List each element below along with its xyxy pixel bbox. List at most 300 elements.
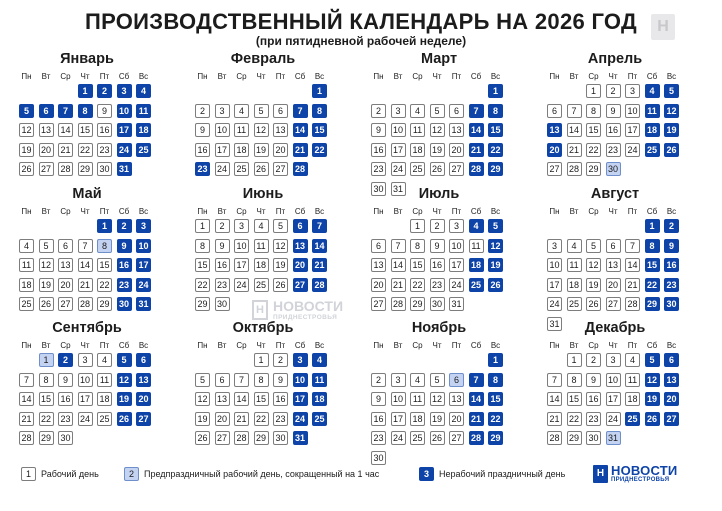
working-day-cell: 20	[371, 278, 386, 292]
working-day-cell: 15	[97, 258, 112, 272]
holiday-day-cell: 28	[312, 278, 327, 292]
working-day-cell: 3	[215, 104, 230, 118]
weekday-label: Чт	[432, 341, 442, 350]
holiday-day-cell: 19	[488, 258, 503, 272]
working-day-cell: 5	[430, 373, 445, 387]
holiday-day-cell: 7	[469, 373, 484, 387]
working-day-cell: 12	[430, 123, 445, 137]
month-name: Декабрь	[584, 320, 646, 336]
weekday-label: Сб	[646, 72, 658, 81]
weekday-label: Пт	[451, 207, 462, 216]
working-day-cell: 2	[371, 373, 386, 387]
holiday-day-cell: 2	[117, 219, 132, 233]
holiday-day-cell: 3	[293, 353, 308, 367]
working-day-cell: 13	[606, 258, 621, 272]
working-day-cell: 6	[58, 239, 73, 253]
weekday-label: Пн	[197, 341, 208, 350]
holiday-day-cell: 15	[645, 258, 660, 272]
working-day-cell: 17	[625, 123, 640, 137]
holiday-day-cell: 9	[117, 239, 132, 253]
weekday-label: Пт	[451, 72, 462, 81]
working-day-cell: 9	[371, 392, 386, 406]
working-day-cell: 5	[254, 104, 269, 118]
corner-logo-icon: Н	[651, 14, 675, 40]
working-day-cell: 17	[449, 258, 464, 272]
holiday-day-cell: 6	[136, 353, 151, 367]
holiday-day-cell: 1	[488, 353, 503, 367]
holiday-day-cell: 14	[312, 239, 327, 253]
weekday-label: Пт	[275, 341, 286, 350]
holiday-day-cell: 29	[645, 297, 660, 311]
working-day-cell: 5	[195, 373, 210, 387]
holiday-day-cell: 10	[293, 373, 308, 387]
working-day-cell: 20	[58, 278, 73, 292]
working-day-cell: 6	[273, 104, 288, 118]
weekday-label: Пн	[549, 341, 560, 350]
month-name: Апрель	[587, 51, 643, 67]
working-day-cell: 7	[625, 239, 640, 253]
weekday-label: Чт	[80, 341, 90, 350]
working-day-cell: 4	[234, 104, 249, 118]
weekday-label: Вс	[490, 72, 501, 81]
holiday-day-cell: 20	[664, 392, 679, 406]
working-day-cell: 9	[430, 239, 445, 253]
holiday-day-cell: 9	[664, 239, 679, 253]
weekday-label: Пн	[21, 72, 32, 81]
holiday-day-cell: 4	[312, 353, 327, 367]
watermark-line2: ПРИДНЕСТРОВЬЯ	[273, 314, 338, 321]
working-day-cell: 22	[39, 412, 54, 426]
weekday-label: Вт	[569, 207, 579, 216]
working-day-cell: 27	[547, 162, 562, 176]
holiday-day-cell: 22	[488, 143, 503, 157]
working-day-cell: 31	[547, 317, 562, 331]
weekday-label: Ср	[588, 341, 599, 350]
working-day-cell: 21	[234, 412, 249, 426]
holiday-day-cell: 1	[488, 84, 503, 98]
weekday-label: Сб	[470, 207, 482, 216]
holiday-day-cell: 29	[488, 431, 503, 445]
working-day-cell: 10	[78, 373, 93, 387]
weekday-label: Пт	[99, 341, 110, 350]
holiday-day-cell: 1	[645, 219, 660, 233]
working-day-cell: 8	[586, 104, 601, 118]
working-day-cell: 20	[449, 412, 464, 426]
working-day-cell: 20	[215, 412, 230, 426]
month-block	[547, 51, 683, 191]
working-day-cell: 14	[547, 392, 562, 406]
holiday-day-cell: 10	[136, 239, 151, 253]
holiday-day-cell: 24	[117, 143, 132, 157]
working-day-cell: 3	[606, 353, 621, 367]
working-day-cell: 18	[567, 278, 582, 292]
working-day-cell: 2	[606, 84, 621, 98]
working-day-cell: 25	[97, 412, 112, 426]
working-day-cell: 10	[234, 239, 249, 253]
working-day-cell: 27	[215, 431, 230, 445]
weekday-label: Ср	[60, 207, 71, 216]
working-day-cell: 12	[195, 392, 210, 406]
watermark-mark-icon: Н	[252, 300, 268, 320]
working-day-cell: 17	[391, 412, 406, 426]
working-day-cell: 27	[606, 297, 621, 311]
working-day-cell: 26	[273, 278, 288, 292]
weekday-label: Вт	[41, 207, 51, 216]
holiday-day-cell: 7	[58, 104, 73, 118]
working-day-cell: 27	[273, 162, 288, 176]
holiday-day-cell: 7	[312, 219, 327, 233]
working-day-cell: 3	[391, 104, 406, 118]
working-day-cell: 2	[586, 353, 601, 367]
working-day-cell: 1	[410, 219, 425, 233]
holiday-day-cell: 30	[664, 297, 679, 311]
holiday-day-cell: 28	[469, 162, 484, 176]
working-day-cell: 21	[625, 278, 640, 292]
holiday-day-cell: 13	[136, 373, 151, 387]
working-day-cell: 26	[430, 162, 445, 176]
working-day-cell: 30	[371, 451, 386, 465]
weekday-label: Вс	[666, 72, 677, 81]
holiday-day-cell: 2	[97, 84, 112, 98]
working-day-cell: 20	[273, 143, 288, 157]
working-day-cell: 15	[195, 258, 210, 272]
weekday-label: Вс	[314, 341, 325, 350]
working-day-cell: 31	[449, 297, 464, 311]
month-name: Июль	[418, 186, 460, 202]
weekday-label: Ср	[588, 207, 599, 216]
working-day-cell: 12	[39, 258, 54, 272]
working-day-cell: 22	[97, 278, 112, 292]
weekday-label: Пт	[627, 207, 638, 216]
working-day-cell: 7	[234, 373, 249, 387]
watermark-logo	[252, 298, 370, 324]
month-name: Сентябрь	[52, 320, 122, 336]
weekday-label: Чт	[432, 207, 442, 216]
weekday-label: Сб	[294, 341, 306, 350]
weekday-label: Чт	[432, 72, 442, 81]
month-name: Январь	[60, 51, 114, 67]
weekday-label: Вс	[666, 341, 677, 350]
working-day-cell: 27	[449, 431, 464, 445]
working-day-cell: 28	[391, 297, 406, 311]
working-day-cell: 25	[234, 162, 249, 176]
working-day-cell: 13	[215, 392, 230, 406]
holiday-day-cell: 23	[195, 162, 210, 176]
weekday-label: Вс	[490, 207, 501, 216]
holiday-day-cell: 25	[625, 412, 640, 426]
working-day-cell: 24	[547, 297, 562, 311]
working-day-cell: 30	[273, 431, 288, 445]
holiday-day-cell: 14	[293, 123, 308, 137]
working-day-cell: 17	[215, 143, 230, 157]
holiday-day-cell: 5	[488, 219, 503, 233]
working-day-cell: 1	[586, 84, 601, 98]
working-day-cell: 28	[234, 431, 249, 445]
working-day-cell: 23	[586, 412, 601, 426]
working-day-cell: 8	[567, 373, 582, 387]
working-day-cell: 3	[449, 219, 464, 233]
working-day-cell: 14	[567, 123, 582, 137]
weekday-label: Вт	[393, 72, 403, 81]
working-day-cell: 26	[586, 297, 601, 311]
weekday-label: Пн	[549, 207, 560, 216]
working-day-cell: 18	[234, 143, 249, 157]
weekday-label: Вс	[666, 207, 677, 216]
holiday-day-cell: 17	[136, 258, 151, 272]
working-day-cell: 12	[19, 123, 34, 137]
weekday-label: Сб	[118, 72, 130, 81]
weekday-label: Пт	[275, 72, 286, 81]
working-day-cell: 3	[391, 373, 406, 387]
working-day-cell: 22	[195, 278, 210, 292]
working-day-cell: 11	[625, 373, 640, 387]
month-name: Февраль	[230, 51, 296, 67]
working-day-cell: 11	[234, 123, 249, 137]
working-day-cell: 22	[78, 143, 93, 157]
working-day-cell: 21	[78, 278, 93, 292]
legend-holiday-label: Нерабочий праздничный день	[439, 469, 566, 479]
holiday-day-cell: 2	[58, 353, 73, 367]
working-day-cell: 24	[234, 278, 249, 292]
working-day-cell: 30	[58, 431, 73, 445]
working-day-cell: 23	[273, 412, 288, 426]
working-day-cell: 16	[97, 123, 112, 137]
holiday-day-cell: 15	[488, 123, 503, 137]
working-day-cell: 14	[625, 258, 640, 272]
weekday-label: Пн	[21, 207, 32, 216]
month-name: Октябрь	[232, 320, 294, 336]
working-day-cell: 11	[19, 258, 34, 272]
holiday-day-cell: 5	[664, 84, 679, 98]
holiday-day-cell: 5	[19, 104, 34, 118]
working-day-cell: 21	[19, 412, 34, 426]
working-day-cell: 6	[547, 104, 562, 118]
working-day-cell: 11	[97, 373, 112, 387]
working-day-cell: 12	[254, 123, 269, 137]
weekday-label: Пт	[275, 207, 286, 216]
weekday-label: Чт	[608, 72, 618, 81]
working-day-cell: 27	[39, 162, 54, 176]
working-day-cell: 23	[371, 162, 386, 176]
working-day-cell: 21	[391, 278, 406, 292]
holiday-day-cell: 28	[469, 431, 484, 445]
holiday-day-cell: 21	[469, 143, 484, 157]
holiday-day-cell: 26	[488, 278, 503, 292]
working-day-cell: 9	[58, 373, 73, 387]
weekday-label: Пн	[21, 341, 32, 350]
weekday-label: Чт	[256, 207, 266, 216]
holiday-day-cell: 18	[469, 258, 484, 272]
holiday-day-cell: 20	[547, 143, 562, 157]
weekday-label: Сб	[470, 341, 482, 350]
working-day-cell: 6	[449, 104, 464, 118]
working-day-cell: 3	[625, 84, 640, 98]
working-day-cell: 2	[273, 353, 288, 367]
holiday-day-cell: 24	[293, 412, 308, 426]
weekday-label: Пн	[373, 207, 384, 216]
working-day-cell: 24	[391, 162, 406, 176]
month-block	[195, 320, 331, 460]
holiday-day-cell: 31	[117, 162, 132, 176]
working-day-cell: 4	[410, 373, 425, 387]
holiday-day-cell: 13	[547, 123, 562, 137]
working-day-cell: 2	[195, 104, 210, 118]
month-block	[19, 51, 155, 191]
working-day-cell: 4	[410, 104, 425, 118]
working-day-cell: 28	[547, 431, 562, 445]
holiday-day-cell: 26	[664, 143, 679, 157]
working-day-cell: 24	[606, 412, 621, 426]
working-day-cell: 3	[78, 353, 93, 367]
working-day-cell: 6	[606, 239, 621, 253]
working-day-cell: 6	[215, 373, 230, 387]
holiday-day-cell: 27	[293, 278, 308, 292]
weekday-label: Сб	[646, 341, 658, 350]
holiday-day-cell: 15	[488, 392, 503, 406]
working-day-cell: 13	[58, 258, 73, 272]
working-day-cell: 4	[254, 219, 269, 233]
working-day-cell: 30	[430, 297, 445, 311]
working-day-cell: 10	[625, 104, 640, 118]
working-day-cell: 29	[586, 162, 601, 176]
weekday-label: Чт	[608, 341, 618, 350]
working-day-cell: 16	[606, 123, 621, 137]
weekday-label: Вт	[569, 341, 579, 350]
working-day-cell: 15	[567, 392, 582, 406]
working-day-cell: 1	[195, 219, 210, 233]
holiday-day-cell: 19	[117, 392, 132, 406]
weekday-label: Пт	[627, 72, 638, 81]
weekday-label: Пн	[549, 72, 560, 81]
working-day-cell: 6	[371, 239, 386, 253]
working-day-cell: 16	[195, 143, 210, 157]
working-day-cell: 25	[410, 431, 425, 445]
working-day-cell: 3	[547, 239, 562, 253]
working-day-cell: 18	[410, 143, 425, 157]
working-day-cell: 23	[430, 278, 445, 292]
working-day-cell: 2	[371, 104, 386, 118]
holiday-day-cell: 18	[312, 392, 327, 406]
working-day-cell: 29	[254, 431, 269, 445]
holiday-day-cell: 30	[117, 297, 132, 311]
weekday-label: Вс	[490, 341, 501, 350]
holiday-day-cell: 15	[312, 123, 327, 137]
weekday-label: Вс	[138, 341, 149, 350]
month-block	[371, 186, 507, 326]
working-day-cell: 24	[625, 143, 640, 157]
working-day-cell: 15	[39, 392, 54, 406]
working-day-cell: 19	[19, 143, 34, 157]
working-day-cell: 23	[606, 143, 621, 157]
holiday-day-cell: 11	[645, 104, 660, 118]
working-day-cell: 16	[215, 258, 230, 272]
working-day-cell: 26	[195, 431, 210, 445]
working-day-cell: 4	[567, 239, 582, 253]
working-day-cell: 23	[58, 412, 73, 426]
holiday-day-cell: 3	[136, 219, 151, 233]
holiday-day-cell: 26	[117, 412, 132, 426]
working-day-cell: 9	[371, 123, 386, 137]
working-day-cell: 29	[78, 162, 93, 176]
weekday-label: Чт	[256, 72, 266, 81]
working-day-cell: 20	[449, 143, 464, 157]
holiday-day-cell: 3	[117, 84, 132, 98]
weekday-label: Чт	[256, 341, 266, 350]
working-day-cell: 22	[567, 412, 582, 426]
working-day-cell: 16	[371, 143, 386, 157]
working-day-cell: 19	[430, 412, 445, 426]
working-day-cell: 15	[410, 258, 425, 272]
weekday-label: Ср	[588, 72, 599, 81]
weekday-label: Вс	[138, 207, 149, 216]
working-day-cell: 13	[449, 392, 464, 406]
holiday-day-cell: 8	[312, 104, 327, 118]
holiday-day-cell: 23	[664, 278, 679, 292]
working-day-cell: 10	[547, 258, 562, 272]
holiday-day-cell: 19	[664, 123, 679, 137]
holiday-day-cell: 16	[664, 258, 679, 272]
brand-mark-icon: Н	[593, 465, 608, 483]
holiday-day-cell: 29	[488, 162, 503, 176]
weekday-label: Вт	[569, 72, 579, 81]
month-block	[195, 51, 331, 191]
holiday-day-cell: 12	[117, 373, 132, 387]
weekday-label: Пн	[197, 207, 208, 216]
working-day-cell: 29	[195, 297, 210, 311]
holiday-day-cell: 6	[293, 219, 308, 233]
weekday-label: Пт	[99, 72, 110, 81]
holiday-day-cell: 12	[488, 239, 503, 253]
working-day-cell: 5	[430, 104, 445, 118]
weekday-label: Пн	[373, 341, 384, 350]
working-day-cell: 16	[371, 412, 386, 426]
working-day-cell: 30	[586, 431, 601, 445]
weekday-label: Чт	[608, 207, 618, 216]
working-day-cell: 17	[78, 392, 93, 406]
holiday-day-cell: 11	[312, 373, 327, 387]
month-name: Март	[420, 51, 458, 67]
working-day-cell: 19	[586, 278, 601, 292]
holiday-day-cell: 4	[645, 84, 660, 98]
holiday-day-cell: 14	[469, 123, 484, 137]
working-day-cell: 28	[78, 297, 93, 311]
weekday-label: Сб	[294, 72, 306, 81]
holiday-day-cell: 1	[78, 84, 93, 98]
holiday-day-cell: 4	[469, 219, 484, 233]
weekday-label: Чт	[80, 72, 90, 81]
holiday-day-cell: 12	[645, 373, 660, 387]
working-day-cell: 7	[78, 239, 93, 253]
working-day-cell: 13	[39, 123, 54, 137]
holiday-day-cell: 14	[469, 392, 484, 406]
working-day-cell: 5	[273, 219, 288, 233]
holiday-day-cell: 5	[117, 353, 132, 367]
working-day-cell: 5	[39, 239, 54, 253]
working-day-cell: 22	[254, 412, 269, 426]
working-day-cell: 20	[39, 143, 54, 157]
working-day-cell: 25	[410, 162, 425, 176]
weekday-label: Вт	[41, 341, 51, 350]
working-day-cell: 24	[449, 278, 464, 292]
working-day-cell: 4	[97, 353, 112, 367]
holiday-day-cell: 22	[645, 278, 660, 292]
working-day-cell: 21	[58, 143, 73, 157]
month-name: Август	[590, 186, 640, 202]
month-name: Ноябрь	[411, 320, 467, 336]
brand-logo	[593, 463, 687, 485]
weekday-label: Сб	[470, 72, 482, 81]
legend-shortened-swatch: 2	[124, 467, 139, 481]
